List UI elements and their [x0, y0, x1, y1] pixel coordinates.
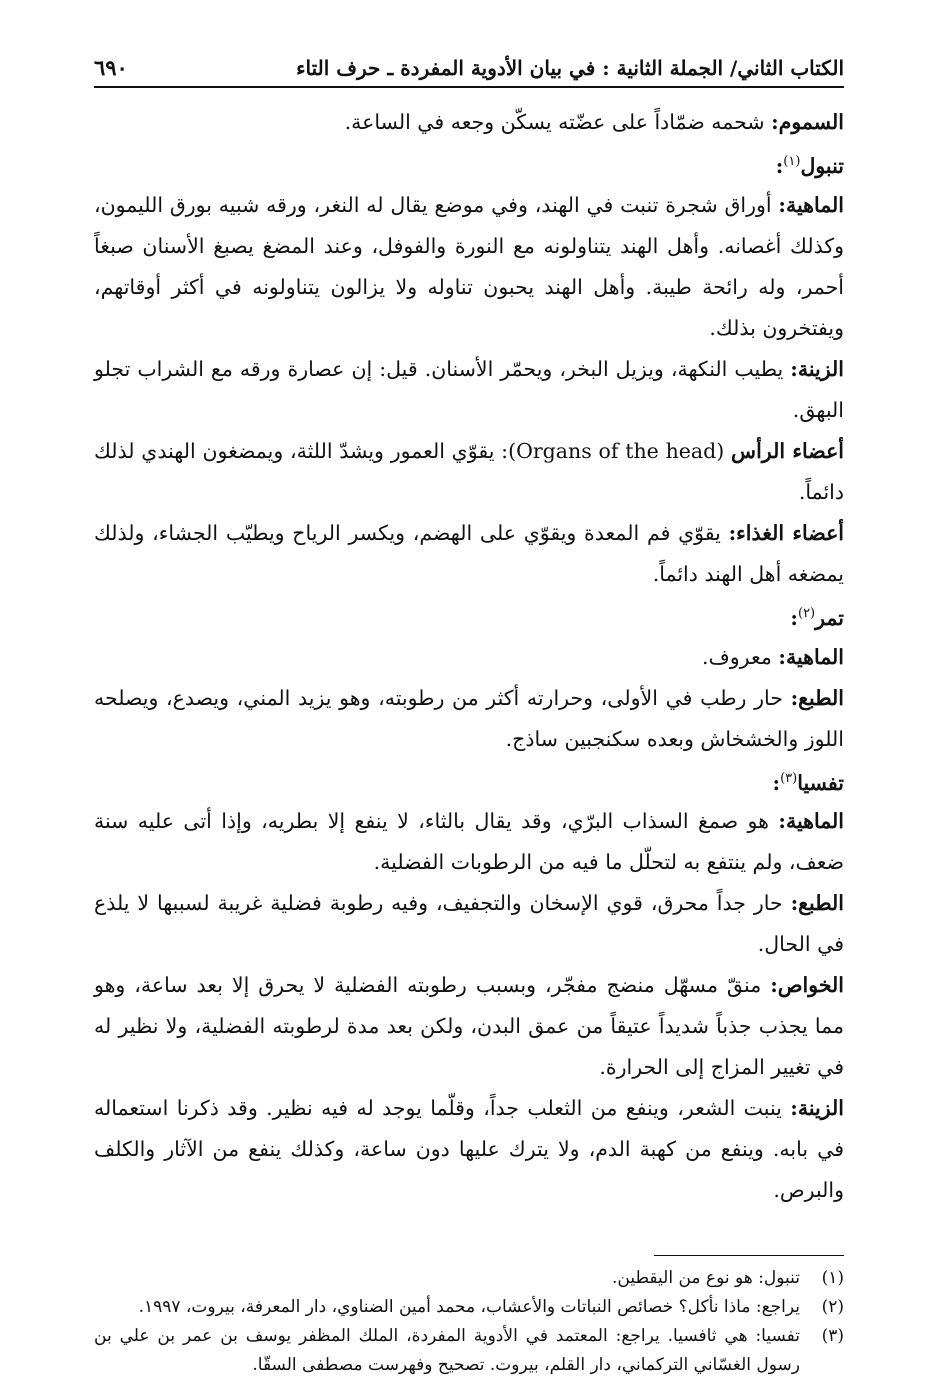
footnote-ref[interactable]: (٢) [797, 605, 816, 621]
entry-name: تنبول [800, 153, 844, 178]
paragraph [94, 431, 844, 513]
paragraph-text: منقّ مسهّل منضج مفجّر، وبسبب رطوبته الفضلية لا يحرق إلا بعد ساعة، وهو مما يجذب جذباً شديداً عتيقاً من عمق البدن، ولكن بعد مدة لرطوبته الفضلية، ولا نظير له في تغيير المزاج إلى الحرارة. [94, 973, 844, 1080]
page-header [94, 55, 844, 88]
entry-title [94, 143, 844, 185]
footnote-text: تنبول: هو نوع من اليقطين. [612, 1268, 800, 1289]
paragraph [94, 513, 844, 595]
paragraph-text: يطيب النكهة، ويزيل البخر، ويحمّر الأسنان. قيل: إن عصارة ورقه مع الشراب تجلو البهق. [94, 356, 844, 422]
footnote-text: يراجع: ماذا نأكل؟ خصائص النباتات والأعشاب، محمد أمين الضناوي، دار المعرفة، بيروت، ١٩٩٧. [138, 1297, 800, 1318]
term-label: الزينة: [790, 356, 844, 381]
paragraph [94, 883, 844, 965]
entry-name: تمر [815, 605, 844, 630]
footnotes [94, 1264, 844, 1380]
entry-name: تفسيا [797, 770, 844, 795]
entry-colon: : [790, 605, 798, 630]
entry-title [94, 760, 844, 802]
paragraph [94, 102, 844, 143]
term-label: أعضاء الرأس [731, 438, 845, 463]
paragraph-text: معروف. [702, 644, 779, 669]
footnote [94, 1322, 844, 1380]
footnote-number: (٣) [821, 1326, 844, 1347]
page-body [94, 102, 844, 1211]
paragraph-text: يقوّي فم المعدة ويقوّي على الهضم، ويكسر الرياح ويطيّب الجشاء، ولذلك يمضغه أهل الهند دائماً. [94, 520, 844, 586]
paragraph-text: حار رطب في الأولى، وحرارته أكثر من رطوبته، وهو يزيد المني، ويصدع، ويصلحه اللوز والخشخاش وبعده سكنجبين ساذج. [94, 685, 844, 751]
term-label: الزينة: [790, 1096, 844, 1121]
entry-title [94, 595, 844, 637]
paragraph-text: ينبت الشعر، وينفع من الثعلب جداً، وقلّما يوجد له فيه نظير. وقد ذكرنا استعماله في بابه. وينفع من كهبة الدم، ولا يترك عليها دون ساعة، وكذلك ينفع من الآثار والكلف والبرص. [94, 1096, 844, 1203]
term-label: أعضاء الغذاء: [728, 520, 844, 545]
term-label: الماهية: [778, 809, 844, 834]
paragraph [94, 637, 844, 678]
paragraph [94, 1088, 844, 1211]
term-label: الخواص: [770, 973, 844, 998]
footnote-divider [654, 1255, 844, 1256]
footnote [94, 1264, 844, 1293]
paragraph-text: أوراق شجرة تنبت في الهند، وفي موضع يقال له النغر، ورقه شبيه بورق الليمون، وكذلك أغصانه. وأهل الهند يتناولونه مع النورة والفوفل، وعند المضغ يصبغ الأسنان صبغاً أحمر، وله رائحة طيبة. وأهل الهند يحبون تناوله ولا يزالون يتناولونه في أكثر أوقاتهم، ويفتخرون بذلك. [94, 192, 844, 340]
footnote-number: (١) [821, 1268, 844, 1289]
paragraph [94, 678, 844, 760]
paragraph-text: هو صمغ السذاب البرّي، وقد يقال بالثاء، لا ينفع إلا بطريه، وإذا أتى عليه سنة ضعف، ولم ينتفع به لتحلّل ما فيه من الرطوبات الفضلية. [94, 809, 844, 875]
paragraph [94, 965, 844, 1088]
term-label: الطبع: [790, 685, 844, 710]
footnote-number: (٢) [821, 1297, 844, 1318]
term-label: السموم: [771, 110, 844, 134]
term-label: الطبع: [790, 891, 844, 916]
paragraph [94, 185, 844, 349]
term-label: الماهية: [778, 192, 844, 217]
paragraph [94, 349, 844, 431]
entry-colon: : [775, 153, 784, 178]
footnote-ref[interactable]: (١) [783, 154, 801, 169]
term-label: الماهية: [778, 644, 844, 669]
paragraph-text: (Organs of the head): يقوّي العمور ويشدّ اللثة، ويمضغون الهندي لذلك دائماً. [94, 438, 844, 504]
running-title: الكتاب الثاني/ الجملة الثانية : في بيان الأدوية المفردة ـ حرف التاء [296, 56, 844, 80]
footnote [94, 1293, 844, 1322]
paragraph [94, 801, 844, 883]
paragraph-text: حار جداً محرق، قوي الإسخان والتجفيف، وفيه رطوبة فضلية غريبة لسببها لا يلذع في الحال. [94, 891, 844, 957]
page-number: ٦٩٠ [94, 55, 128, 80]
paragraph-text: شحمه ضمّاداً على عضّته يسكّن وجعه في الساعة. [344, 110, 772, 134]
entry-colon: : [772, 770, 781, 795]
footnote-ref[interactable]: (٣) [780, 770, 798, 786]
footnote-text: تفسيا: هي ثافسيا. يراجع: المعتمد في الأدوية المفردة، الملك المظفر يوسف بن عمر بن علي بن رسول الغسّاني التركماني، دار القلم، بيروت. تصحيح وفهرست مصطفى السقّا. [94, 1326, 800, 1376]
